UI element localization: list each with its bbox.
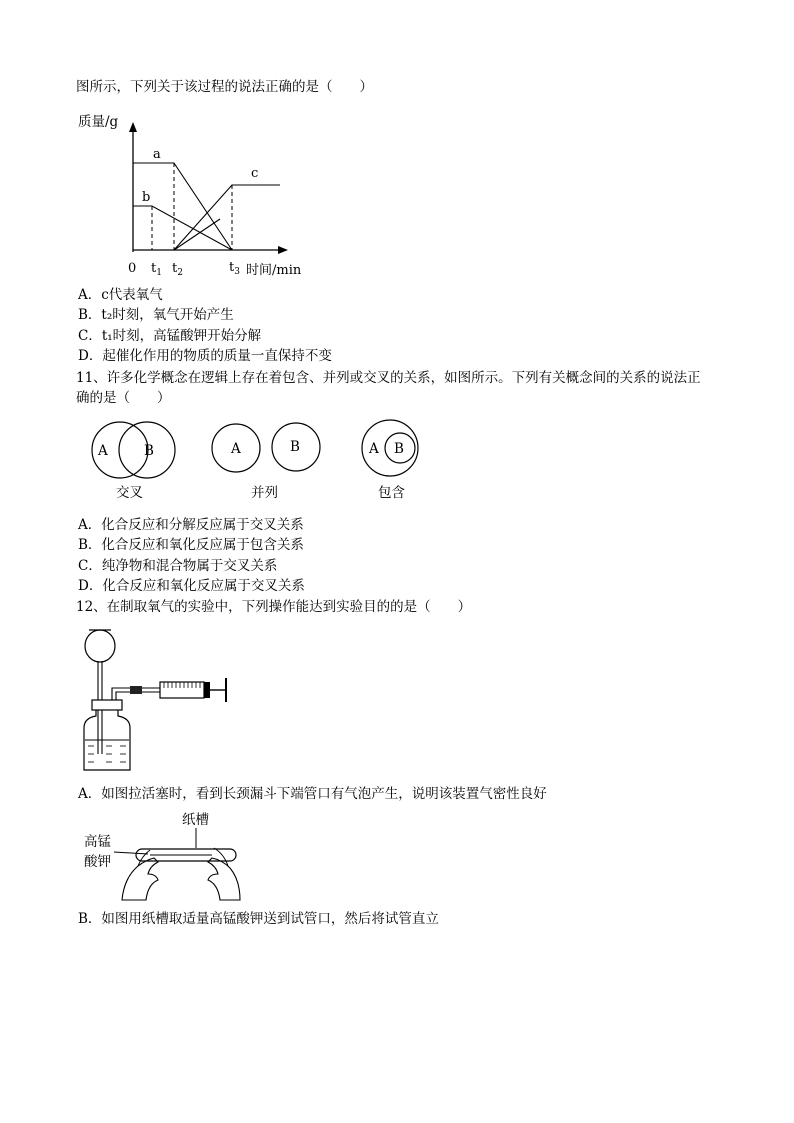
liquid-hatching (88, 746, 126, 762)
q10-option-a: A．c代表氧气 (78, 287, 163, 303)
y-axis-arrow (129, 122, 137, 132)
label-b: b (142, 190, 151, 205)
q10-stem: 图所示，下列关于该过程的说法正确的是（ ） (76, 79, 373, 95)
venn-cross-b: B (144, 443, 154, 459)
t1-label: $t_1$ (151, 261, 162, 278)
q10-option-c: C．t₁时刻，高锰酸钾开始分解 (78, 328, 262, 344)
graph-ylabel: 质量/g (78, 114, 119, 130)
left-hand (122, 858, 158, 900)
venn-cross-label: 交叉 (116, 485, 143, 501)
q12-option-b: B．如图用纸槽取适量高锰酸钾送到试管口，然后将试管直立 (78, 911, 439, 927)
q11-stem-line1: 11、许多化学概念在逻辑上存在着包含、并列或交叉的关系，如图所示。下列有关概念间的关系的说法正 (76, 370, 701, 386)
rubber-connector (130, 686, 142, 694)
q10-mass-time-graph (76, 108, 316, 280)
label-c: c (251, 166, 259, 181)
venn-parallel-b: B (290, 439, 300, 455)
venn-cross-a: A (98, 443, 108, 459)
syringe-barrel (160, 682, 204, 698)
x-axis-arrow (278, 246, 288, 254)
q11-stem-line2: 确的是（ ） (76, 390, 171, 406)
label-a: a (153, 147, 161, 162)
graph-xlabel: 时间/min (246, 263, 302, 278)
syringe-scale (164, 682, 200, 688)
q10-option-d: D．起催化作用的物质的质量一直保持不变 (78, 348, 332, 364)
funnel-bulb (85, 630, 115, 662)
venn-parallel-label: 并列 (251, 485, 278, 501)
venn-contain-b: B (394, 441, 404, 457)
q11-venn-diagrams (76, 412, 436, 508)
syringe-plunger-head (204, 682, 210, 698)
left-fingers (138, 850, 150, 866)
q11-option-a: A．化合反应和分解反应属于交叉关系 (78, 517, 304, 533)
right-hand (208, 858, 240, 900)
q12-stem: 12、在制取氧气的实验中，下列操作能达到实验目的的是（ ） (76, 599, 472, 615)
right-fingers (214, 848, 228, 866)
label-paper-trough: 纸槽 (182, 812, 209, 828)
bottle-stopper (92, 700, 122, 710)
venn-parallel-a: A (231, 441, 241, 457)
venn-contain-label: 包含 (378, 485, 405, 501)
q12-option-a: A．如图拉活塞时，看到长颈漏斗下端管口有气泡产生，说明该装置气密性良好 (78, 786, 547, 802)
t2-label: $t_2$ (172, 261, 183, 278)
q10-option-b: B．t₂时刻，氧气开始产生 (78, 307, 234, 323)
kmno4-leader (114, 852, 148, 854)
q11-option-c: C．纯净物和混合物属于交叉关系 (78, 558, 278, 574)
q12-airtightness-apparatus (80, 624, 240, 774)
venn-contain-a: A (369, 441, 379, 457)
q12-paper-trough-figure (84, 808, 244, 904)
q11-option-b: B．化合反应和氧化反应属于包含关系 (78, 537, 304, 553)
curve-c (174, 185, 280, 250)
label-kmno4-line2: 酸钾 (84, 854, 111, 870)
q11-option-d: D．化合反应和氧化反应属于交叉关系 (78, 578, 305, 594)
label-kmno4-line1: 高锰 (84, 834, 111, 850)
t3-label: $t_3$ (229, 260, 240, 277)
origin-label: 0 (128, 261, 137, 276)
